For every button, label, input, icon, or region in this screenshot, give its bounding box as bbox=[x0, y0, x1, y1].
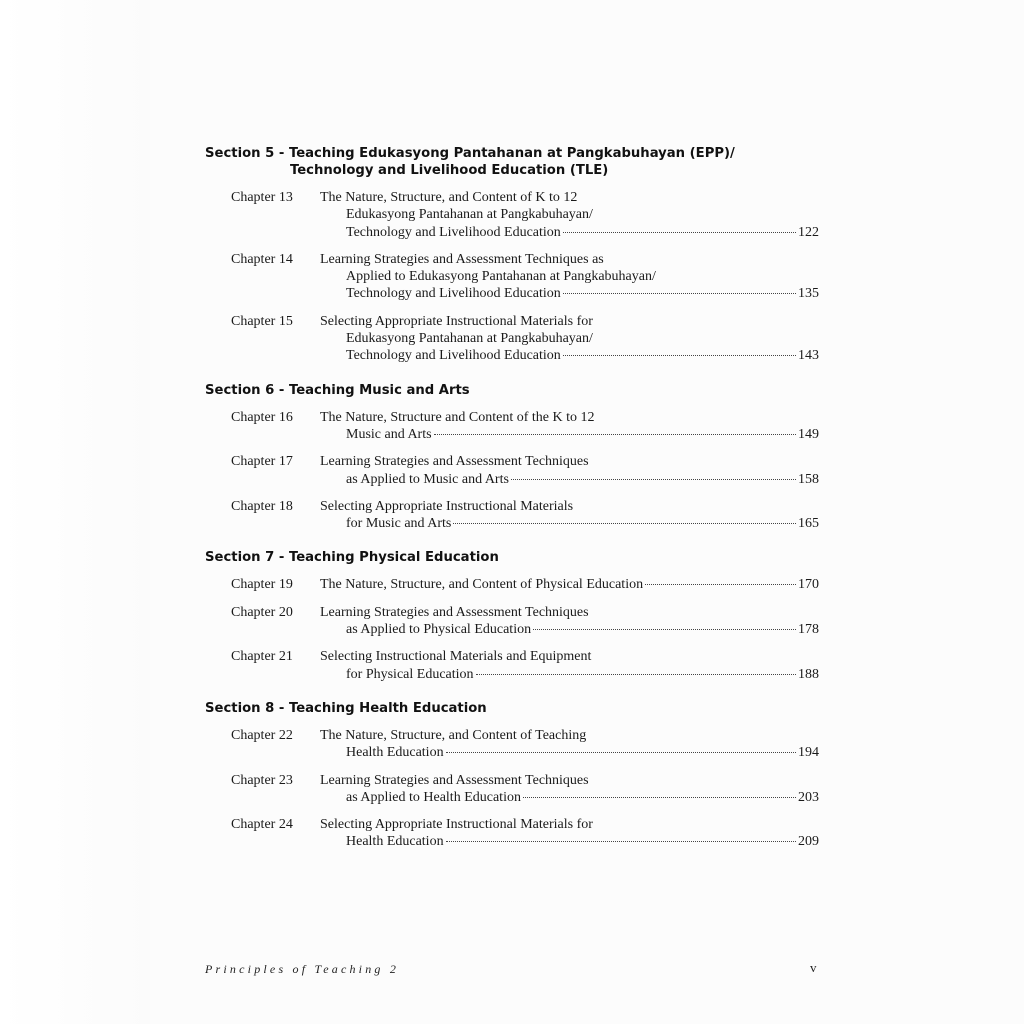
chapter-title-line: as Applied to Physical Education bbox=[346, 622, 532, 638]
running-footer-title: Principles of Teaching 2 bbox=[205, 962, 400, 976]
toc-entry[interactable] bbox=[205, 727, 819, 762]
table-of-contents bbox=[205, 145, 819, 851]
chapter-title-line: Learning Strategies and Assessment Techniques bbox=[320, 772, 589, 788]
chapter-title-last-line bbox=[320, 789, 819, 806]
section-title bbox=[205, 549, 819, 566]
chapter-title-line: Selecting Appropriate Instructional Materials for bbox=[320, 817, 593, 833]
dot-leader bbox=[446, 840, 796, 842]
chapter-page-number: 203 bbox=[798, 789, 819, 805]
chapter-page-number: 194 bbox=[798, 745, 819, 761]
toc-entry[interactable] bbox=[205, 816, 819, 851]
page-margin bbox=[0, 0, 150, 1024]
chapter-title-line: Edukasyong Pantahanan at Pangkabuhayan/ bbox=[346, 207, 593, 223]
chapter-title-line: Selecting Appropriate Instructional Materials for bbox=[320, 313, 593, 329]
chapter-page-number: 178 bbox=[798, 622, 819, 638]
chapter-page-number: 143 bbox=[798, 348, 819, 364]
toc-entry[interactable] bbox=[205, 576, 819, 593]
dot-leader bbox=[523, 796, 796, 798]
section-title bbox=[205, 145, 819, 179]
dot-leader bbox=[645, 583, 796, 585]
toc-section bbox=[205, 700, 819, 851]
chapter-label: Chapter 13 bbox=[231, 190, 293, 205]
chapter-title-line: Technology and Livelihood Education bbox=[346, 224, 561, 240]
dot-leader bbox=[533, 628, 796, 630]
chapter-title-line: Technology and Livelihood Education bbox=[346, 348, 561, 364]
chapter-title-last-line bbox=[320, 744, 819, 761]
chapter-title-last-line bbox=[320, 426, 819, 443]
chapter-title-line: Applied to Edukasyong Pantahanan at Pangkabuhayan/ bbox=[346, 269, 656, 285]
chapter-title-line: Learning Strategies and Assessment Techniques bbox=[320, 454, 589, 470]
chapter-title-line: Selecting Instructional Materials and Equipment bbox=[320, 649, 592, 665]
page-number: v bbox=[810, 960, 817, 975]
toc-section bbox=[205, 382, 819, 533]
chapter-label: Chapter 24 bbox=[231, 817, 293, 833]
chapter-title-last-line bbox=[320, 833, 819, 850]
chapter-title-last-line bbox=[320, 621, 819, 638]
chapter-label: Chapter 21 bbox=[231, 649, 293, 665]
chapter-title-last-line bbox=[320, 347, 819, 364]
chapter-title bbox=[320, 453, 819, 488]
chapter-label: Chapter 14 bbox=[231, 251, 293, 267]
chapter-title-line: Learning Strategies and Assessment Techniques as bbox=[320, 251, 604, 267]
toc-section bbox=[205, 145, 819, 365]
chapter-title-line: Selecting Appropriate Instructional Materials bbox=[320, 498, 574, 514]
chapter-title-last-line bbox=[320, 515, 819, 532]
dot-leader bbox=[563, 292, 796, 294]
chapter-title bbox=[320, 727, 819, 762]
chapter-title bbox=[320, 604, 819, 639]
chapter-title-last-line bbox=[320, 285, 819, 302]
chapter-title bbox=[320, 772, 819, 807]
toc-entry[interactable] bbox=[205, 648, 819, 683]
chapter-title bbox=[320, 251, 819, 303]
toc-entry[interactable] bbox=[205, 409, 819, 444]
section-title bbox=[205, 700, 819, 717]
chapter-title bbox=[320, 189, 819, 241]
chapter-title bbox=[320, 313, 819, 365]
chapter-label: Chapter 17 bbox=[231, 454, 293, 470]
chapter-label: Chapter 16 bbox=[231, 409, 293, 425]
dot-leader bbox=[511, 478, 796, 480]
section-title-line: Technology and Livelihood Education (TLE) bbox=[290, 163, 609, 178]
dot-leader bbox=[434, 433, 796, 435]
chapter-title bbox=[320, 648, 819, 683]
chapter-title-line: Learning Strategies and Assessment Techniques bbox=[320, 604, 589, 620]
chapter-title-line: Music and Arts bbox=[346, 426, 432, 442]
chapter-title-line: The Nature, Structure, and Content of Physical Education bbox=[320, 577, 644, 593]
dot-leader bbox=[446, 751, 796, 753]
toc-entry[interactable] bbox=[205, 772, 819, 807]
chapter-page-number: 158 bbox=[798, 471, 819, 487]
dot-leader bbox=[453, 522, 796, 524]
section-title-line: Section 7 - Teaching Physical Education bbox=[205, 550, 499, 566]
dot-leader bbox=[476, 673, 796, 675]
chapter-page-number: 209 bbox=[798, 834, 819, 850]
section-title-line: Section 8 - Teaching Health Education bbox=[205, 700, 487, 716]
toc-section bbox=[205, 549, 819, 682]
chapter-title-line: Edukasyong Pantahanan at Pangkabuhayan/ bbox=[346, 331, 593, 347]
toc-entry[interactable] bbox=[205, 604, 819, 639]
toc-entry[interactable] bbox=[205, 498, 819, 533]
chapter-label: Chapter 23 bbox=[231, 772, 293, 788]
section-title bbox=[205, 382, 819, 399]
chapter-title-line: for Physical Education bbox=[346, 666, 474, 682]
chapter-page-number: 149 bbox=[798, 426, 819, 442]
chapter-title bbox=[320, 816, 819, 851]
chapter-title-line: The Nature, Structure, and Content of Teaching bbox=[320, 727, 587, 743]
chapter-title bbox=[320, 409, 819, 444]
chapter-page-number: 188 bbox=[798, 666, 819, 682]
section-title-line: Section 6 - Teaching Music and Arts bbox=[205, 382, 470, 398]
chapter-title-last-line bbox=[320, 666, 819, 683]
chapter-title-last-line bbox=[320, 576, 819, 593]
chapter-title-last-line bbox=[320, 224, 819, 241]
chapter-title-line: for Music and Arts bbox=[346, 516, 452, 532]
chapter-title bbox=[320, 576, 819, 593]
chapter-title bbox=[320, 498, 819, 533]
dot-leader bbox=[563, 231, 796, 233]
chapter-page-number: 165 bbox=[798, 516, 819, 532]
toc-entry[interactable] bbox=[205, 453, 819, 488]
chapter-title-line: as Applied to Health Education bbox=[346, 789, 521, 805]
chapter-page-number: 122 bbox=[798, 224, 819, 240]
section-title-line: Section 5 - Teaching Edukasyong Pantahanan at Pangkabuhayan (EPP)/ bbox=[205, 146, 735, 161]
chapter-title-line: The Nature, Structure, and Content of K to 12 bbox=[320, 190, 578, 205]
chapter-title-line: The Nature, Structure and Content of the K to 12 bbox=[320, 409, 595, 425]
chapter-page-number: 170 bbox=[798, 577, 819, 593]
chapter-title-line: Health Education bbox=[346, 745, 444, 761]
chapter-label: Chapter 18 bbox=[231, 498, 293, 514]
chapter-label: Chapter 15 bbox=[231, 313, 293, 329]
chapter-label: Chapter 20 bbox=[231, 604, 293, 620]
chapter-title-line: Health Education bbox=[346, 834, 444, 850]
toc-entry[interactable] bbox=[205, 251, 819, 303]
chapter-title-line: Technology and Livelihood Education bbox=[346, 286, 561, 302]
chapter-label: Chapter 22 bbox=[231, 727, 293, 743]
chapter-label: Chapter 19 bbox=[231, 577, 293, 593]
chapter-title-last-line bbox=[320, 471, 819, 488]
dot-leader bbox=[563, 354, 796, 356]
chapter-title-line: as Applied to Music and Arts bbox=[346, 471, 509, 487]
toc-entry[interactable] bbox=[205, 189, 819, 241]
chapter-page-number: 135 bbox=[798, 286, 819, 302]
toc-entry[interactable] bbox=[205, 313, 819, 365]
